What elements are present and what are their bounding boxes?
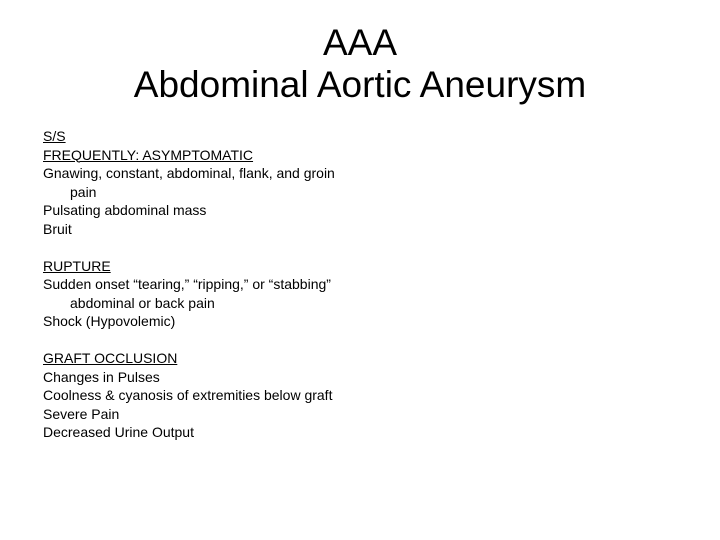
section-heading-ss: S/S	[43, 128, 66, 144]
list-item: Coolness & cyanosis of extremities below graft	[43, 387, 333, 403]
list-item: Shock (Hypovolemic)	[43, 313, 176, 329]
title-abbreviation: AAA	[322, 22, 398, 63]
section-rupture	[43, 257, 353, 331]
section-heading-frequently-asymptomatic: FREQUENTLY: ASYMPTOMATIC	[43, 146, 254, 163]
section-graft-occlusion	[43, 349, 353, 442]
list-item: Bruit	[43, 220, 72, 237]
title-full-name: Abdominal Aortic Aneurysm	[133, 64, 587, 105]
list-item: Decreased Urine Output	[43, 424, 194, 440]
section-heading-rupture: RUPTURE	[43, 257, 111, 274]
slide-body	[43, 127, 353, 460]
list-item: Severe Pain	[43, 405, 120, 422]
list-item: Sudden onset “tearing,” “ripping,” or “stabbing” abdominal or back pain	[43, 276, 331, 311]
slide-title	[0, 22, 720, 106]
section-heading-graft-occlusion: GRAFT OCCLUSION	[43, 350, 178, 366]
list-item: Changes in Pulses	[43, 368, 160, 385]
list-item: Pulsating abdominal mass	[43, 202, 207, 218]
list-item: Gnawing, constant, abdominal, flank, and groin pain	[43, 165, 335, 200]
section-signs-symptoms	[43, 127, 353, 238]
